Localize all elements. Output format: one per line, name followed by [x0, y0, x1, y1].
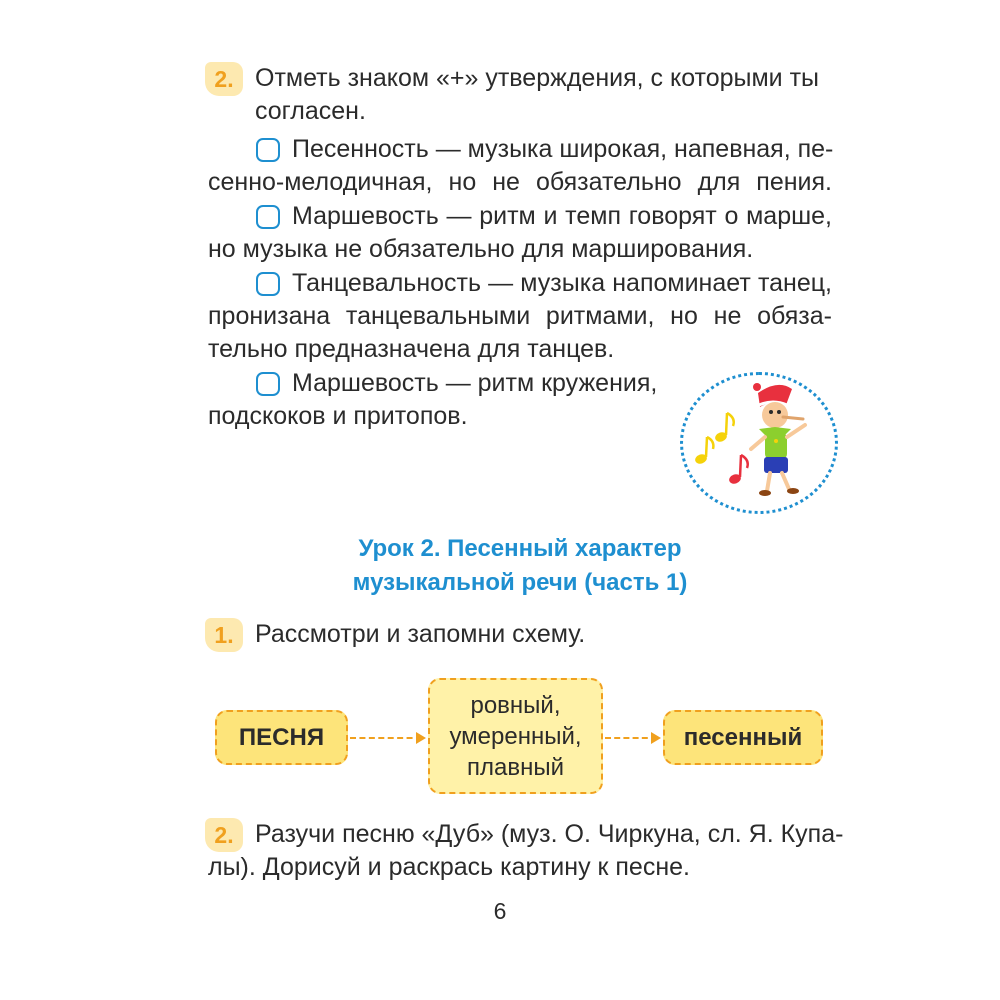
statement-checkbox[interactable] [256, 372, 280, 396]
scheme-characteristic: плавный [466, 753, 564, 781]
arrow-right-icon [605, 737, 657, 739]
task-number-badge: 1. [205, 618, 243, 652]
statement-checkbox[interactable] [256, 138, 280, 162]
statement-text: Песенность — музыка широкая, напевная, пе- [292, 135, 834, 163]
task-text: Отметь знаком «+» утверждения, с которыми ты [255, 64, 820, 92]
statement-text: но музыка не обязательно для марширования. [208, 235, 754, 263]
music-note-icon [694, 437, 714, 465]
music-note-icon [714, 413, 734, 443]
statement-checkbox[interactable] [256, 272, 280, 296]
statement-text: Маршевость — ритм кружения, [292, 369, 658, 397]
statement-text: подскоков и притопов. [208, 402, 468, 430]
statement-text: пронизана танцевальными ритмами, но не обяза- [208, 302, 832, 330]
task-number-badge: 2. [205, 818, 243, 852]
arrow-right-icon [350, 737, 422, 739]
music-note-icon [728, 455, 748, 485]
scheme-box-characteristics [428, 678, 603, 794]
statement-text: тельно предназначена для танцев. [208, 335, 615, 363]
scheme-box-result: песенный [663, 710, 823, 765]
lesson-title: Урок 2. Песенный характер [358, 535, 682, 562]
scheme-box-song: ПЕСНЯ [215, 710, 348, 765]
task-text: Разучи песню «Дуб» (муз. О. Чиркуна, сл. Я. Купа- [255, 820, 844, 848]
scheme-characteristic: ровный, [470, 691, 561, 719]
page-number: 6 [493, 898, 507, 924]
lesson-subtitle: музыкальной речи (часть 1) [352, 569, 688, 596]
task-text: согласен. [255, 97, 366, 125]
statement-checkbox[interactable] [256, 205, 280, 229]
statement-text: Танцевальность — музыка напоминает танец, [292, 269, 832, 297]
statement-text: сенно-мелодичная, но не обязательно для пения. [208, 168, 832, 196]
task-text: Рассмотри и запомни схему. [255, 620, 586, 648]
statement-text: Маршевость — ритм и темп говорят о марше, [292, 202, 832, 230]
task-number-badge: 2. [205, 62, 243, 96]
scheme-characteristic: умеренный, [449, 722, 582, 750]
task-text: лы). Дорисуй и раскрась картину к песне. [208, 853, 690, 881]
pinocchio-illustration [680, 372, 838, 514]
